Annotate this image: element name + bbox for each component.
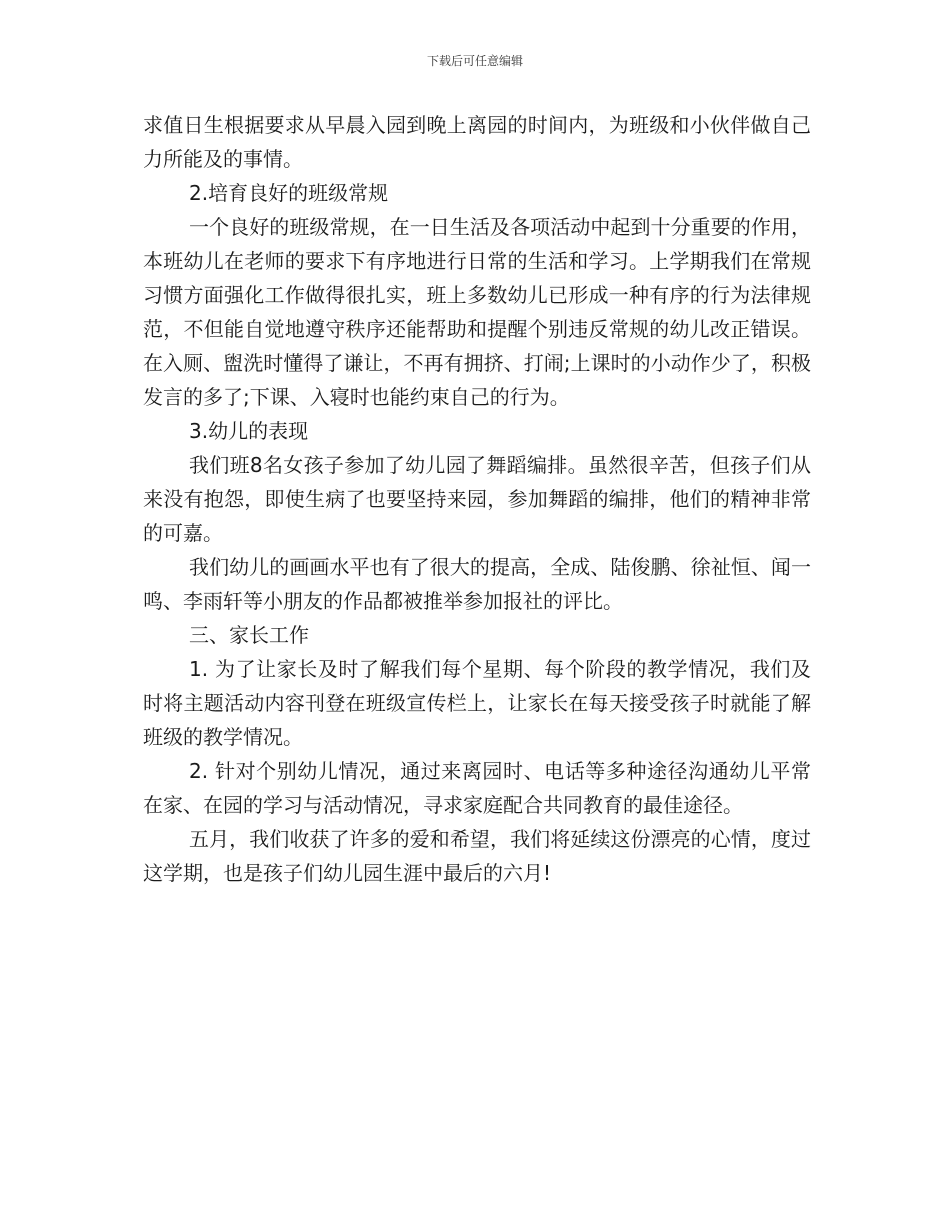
paragraph-conclusion: 五月，我们收获了许多的爱和希望，我们将延续这份漂亮的心情，度过这学期，也是孩子们幼儿园生涯中最后的六月!: [143, 827, 811, 885]
paragraph-parent-item-1: 1. 为了让家长及时了解我们每个星期、每个阶段的教学情况，我们及时将主题活动内容刊登在班级宣传栏上，让家长在每天接受孩子时就能了解班级的教学情况。: [143, 657, 811, 749]
heading-class-routine: 2.培育良好的班级常规: [189, 181, 389, 205]
document-body: [143, 108, 811, 890]
heading-parent-work: 三、家长工作: [189, 623, 309, 647]
paragraph-drawing: 我们幼儿的画画水平也有了很大的提高，全成、陆俊鹏、徐祉恒、闻一鸣、李雨轩等小朋友的作品都被推举参加报社的评比。: [143, 555, 811, 613]
paragraph-dance: 我们班8名女孩子参加了幼儿园了舞蹈编排。虽然很辛苦，但孩子们从来没有抱怨，即使生病了也要坚持来园，参加舞蹈的编排，他们的精神非常的可嘉。: [143, 453, 811, 545]
page-header: 下载后可任意编辑: [426, 54, 523, 68]
paragraph-parent-item-2: 2. 针对个别幼儿情况，通过来离园时、电话等多种途径沟通幼儿平常在家、在园的学习与活动情况，寻求家庭配合共同教育的最佳途径。: [143, 759, 811, 817]
heading-child-performance: 3.幼儿的表现: [189, 419, 309, 443]
paragraph-class-routine: 一个良好的班级常规，在一日生活及各项活动中起到十分重要的作用，本班幼儿在老师的要求下有序地进行日常的生活和学习。上学期我们在常规习惯方面强化工作做得很扎实，班上多数幼儿已形成一种有序的行为法律规范，不但能自觉地遵守秩序还能帮助和提醒个别违反常规的幼儿改正错误。在入厕、盥洗时懂得了谦让，不再有拥挤、打闹;上课时的小动作少了，积极发言的多了;下课、入寝时也能约束自己的行为。: [143, 215, 811, 409]
paragraph-duty-student: 求值日生根据要求从早晨入园到晚上离园的时间内，为班级和小伙伴做自己力所能及的事情。: [143, 113, 811, 171]
